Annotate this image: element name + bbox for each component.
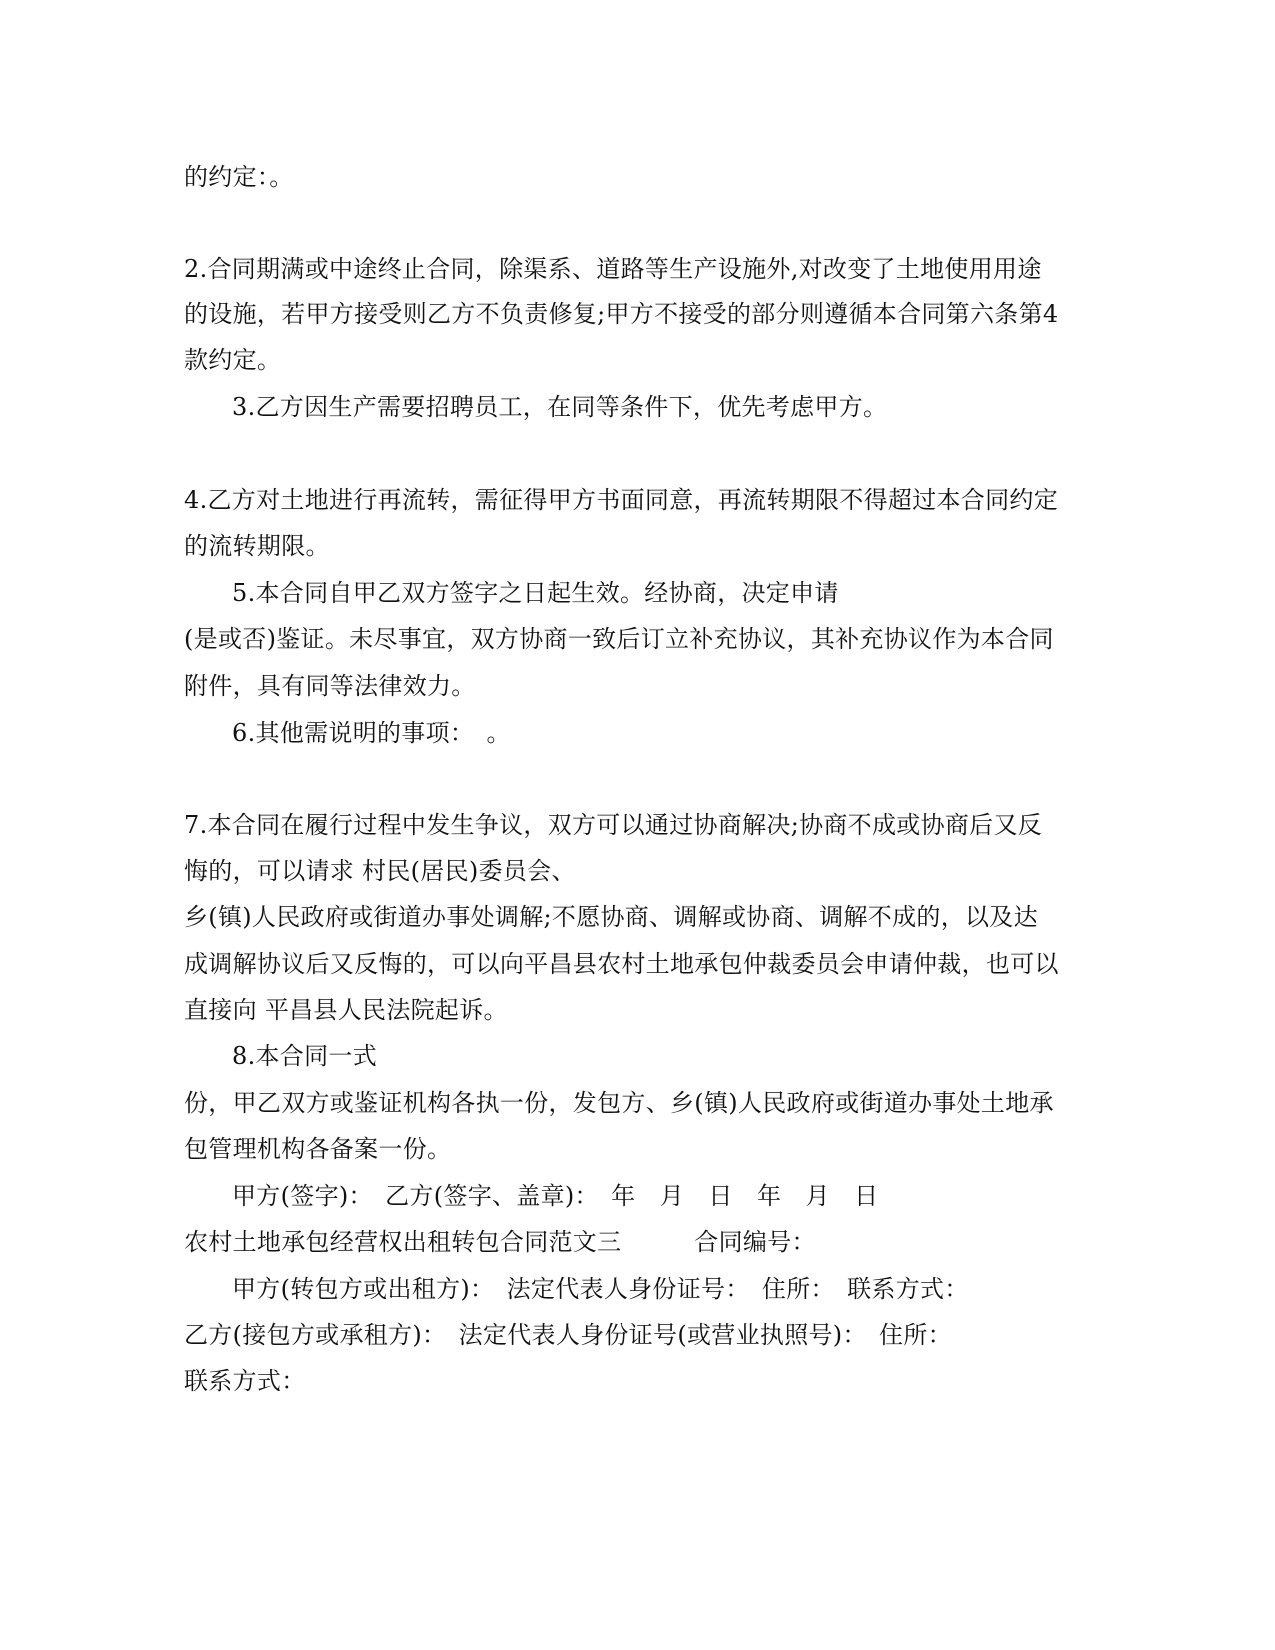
- text-line: 直接向 平昌县人民法院起诉。: [184, 996, 508, 1024]
- party-a-line: 甲方(转包方或出租方)： 法定代表人身份证号： 住所： 联系方式：: [232, 1275, 969, 1303]
- text-line: 的约定：。: [184, 163, 294, 191]
- signature-line: 甲方(签字)： 乙方(签字、盖章)： 年 月 日 年 月 日: [232, 1182, 879, 1210]
- text-line: 3.乙方因生产需要招聘员工，在同等条件下，优先考虑甲方。: [232, 393, 888, 421]
- text-line: 份，甲乙双方或鉴证机构各执一份，发包方、乡(镇)人民政府或街道办事处土地承: [184, 1089, 1054, 1117]
- text-line: 悔的，可以请求 村民(居民)委员会、: [184, 857, 576, 885]
- contact-line: 联系方式：: [184, 1367, 306, 1395]
- text-line: 2.合同期满或中途终止合同，除渠系、道路等生产设施外,对改变了土地使用用途: [184, 255, 1042, 283]
- text-line: (是或否)鉴证。未尽事宜，双方协商一致后订立补充协议，其补充协议作为本合同: [184, 625, 1054, 653]
- contract-title-line: 农村土地承包经营权出租转包合同范文三 合同编号：: [184, 1228, 816, 1256]
- text-line: 包管理机构各备案一份。: [184, 1135, 452, 1163]
- text-line: 8.本合同一式: [232, 1042, 377, 1070]
- text-line: 的设施，若甲方接受则乙方不负责修复;甲方不接受的部分则遵循本合同第六条第4: [184, 300, 1059, 328]
- text-line: 乡(镇)人民政府或街道办事处调解;不愿协商、调解或协商、调解不成的，以及达: [184, 903, 1038, 931]
- text-line: 成调解协议后又反悔的，可以向平昌县农村土地承包仲裁委员会申请仲裁，也可以: [184, 950, 1059, 978]
- text-line: 的流转期限。: [184, 532, 330, 560]
- text-line: 6.其他需说明的事项： 。: [232, 719, 511, 747]
- text-line: 4.乙方对土地进行再流转，需征得甲方书面同意，再流转期限不得超过本合同约定: [184, 486, 1058, 514]
- text-line: 附件，具有同等法律效力。: [184, 672, 476, 700]
- text-line: 5.本合同自甲乙双方签字之日起生效。经协商，决定申请: [232, 579, 839, 607]
- text-line: 款约定。: [184, 346, 282, 374]
- party-b-line: 乙方(接包方或承租方)： 法定代表人身份证号(或营业执照号)： 住所：: [184, 1321, 952, 1349]
- text-line: 7.本合同在履行过程中发生争议，双方可以通过协商解决;协商不成或协商后又反: [184, 811, 1043, 839]
